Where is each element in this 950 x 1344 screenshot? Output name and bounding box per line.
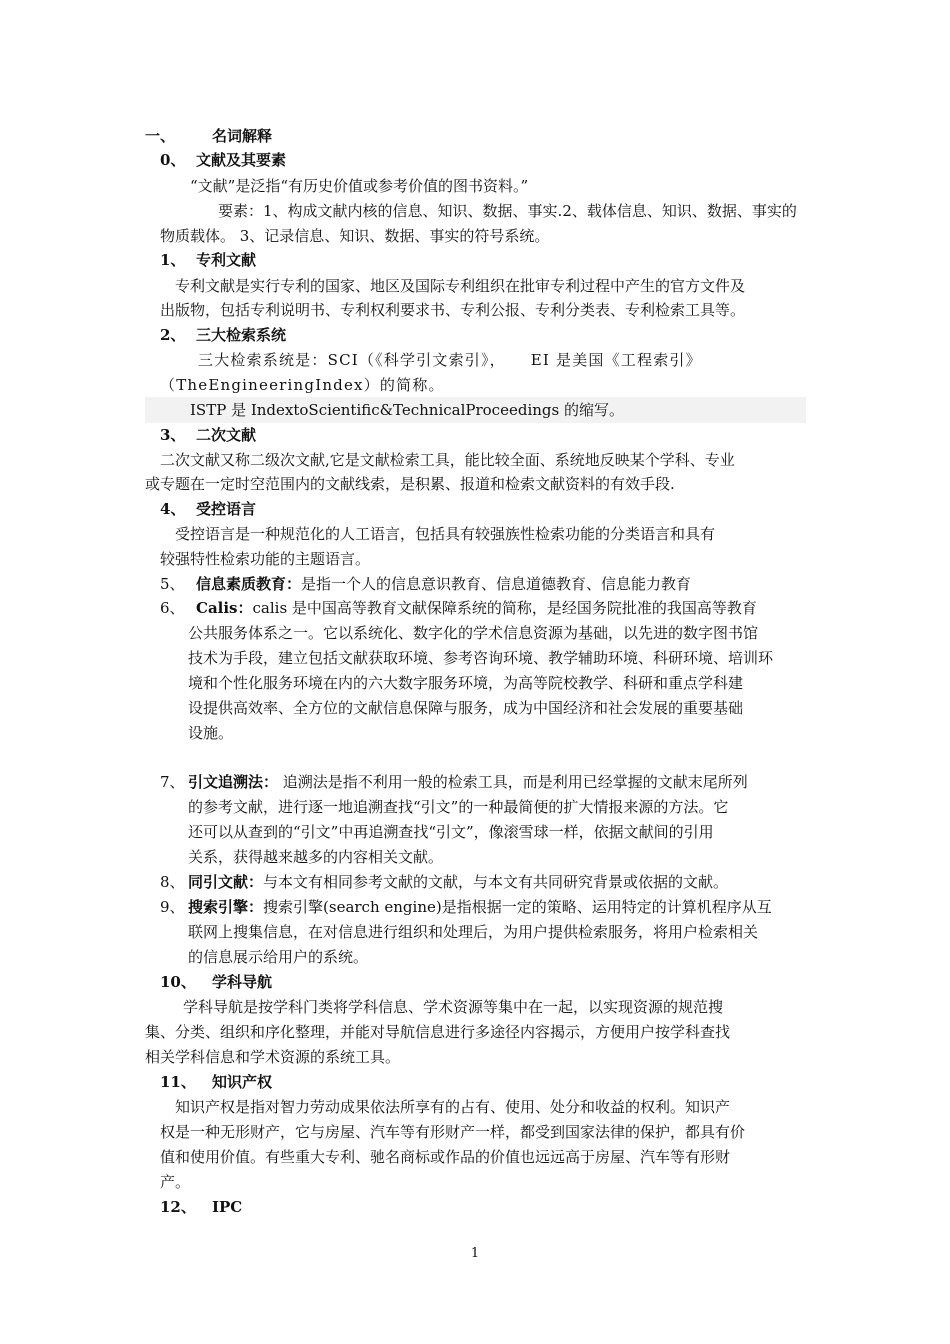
paragraph-line: 出版物，包括专利说明书、专利权利要求书、专利公报、专利分类表、专利检索工具等。	[160, 301, 746, 319]
item-heading	[160, 970, 273, 994]
item-number: 10、	[160, 973, 196, 991]
paragraph-line: 或专题在一定时空范围内的文献线索，是积累、报道和检索文献资料的有效手段.	[145, 475, 675, 493]
paragraph-line: 专利文献是实行专利的国家、地区及国际专利组织在批审专利过程中产生的官方文件及	[175, 277, 746, 295]
paragraph-line: 追溯法是指不利用一般的检索工具，而是利用已经掌握的文献末尾所列	[282, 773, 748, 791]
paragraph-line: 与本文有相同参考文献的文献，与本文有共同研究背景或依据的文献。	[263, 873, 729, 891]
item-title: 搜索引擎：	[188, 898, 264, 916]
paragraph-line: 物质载体。 3、记录信息、知识、数据、事实的符号系统。	[160, 227, 550, 245]
paragraph-line: 三大检索系统是：SCI（《科学引文索引》， EI 是美国《工程索引》	[198, 351, 702, 369]
item-heading	[160, 497, 257, 521]
item-title: 知识产权	[212, 1073, 273, 1091]
item-number: 8、	[160, 873, 185, 891]
paragraph-line: 境和个性化服务环境在内的六大数字服务环境，为高等院校教学、科研和重点学科建	[188, 674, 744, 692]
paragraph-line: 知识产权是指对智力劳动成果依法所享有的占有、使用、处分和收益的权利。知识产	[175, 1098, 731, 1116]
paragraph-line: 受控语言是一种规范化的人工语言，包括具有较强族性检索功能的分类语言和具有	[175, 525, 716, 543]
item-number: 11、	[160, 1073, 196, 1091]
item-number: 4、	[160, 500, 186, 518]
item-number: 5、	[160, 575, 185, 593]
item-title: 信息素质教育：	[196, 575, 302, 593]
item-heading	[160, 596, 757, 620]
paragraph-line: “文献”是泛指“有历史价值或参考价值的图书资料。”	[190, 177, 529, 195]
item-number: 7、	[160, 773, 185, 791]
paragraph-line: 搜索引擎(search engine)是指根据一定的策略、运用特定的计算机程序从互	[263, 898, 772, 916]
paragraph-line: 联网上搜集信息，在对信息进行组织和处理后，为用户提供检索服务，将用户检索相关	[188, 923, 759, 941]
item-title: 专利文献	[196, 251, 257, 269]
section-title: 名词解释	[212, 127, 273, 145]
item-heading	[160, 1070, 273, 1094]
item-title: 三大检索系统	[196, 326, 287, 344]
item-title: 同引文献：	[188, 873, 264, 891]
paragraph-line: 的信息展示给用户的系统。	[188, 948, 369, 966]
item-title: 受控语言	[196, 500, 257, 518]
paragraph-line: 还可以从查到的“引文”中再追溯查找“引文”，像滚雪球一样，依据文献间的引用	[188, 823, 714, 841]
paragraph-line: （TheEngineeringIndex）的简称。	[160, 376, 445, 394]
item-number: 12、	[160, 1198, 196, 1216]
item-heading	[160, 148, 287, 172]
section-heading	[145, 124, 273, 148]
paragraph-line: 相关学科信息和学术资源的系统工具。	[145, 1048, 401, 1066]
item-heading	[160, 248, 257, 272]
paragraph-line: ISTP 是 IndextoScientific&TechnicalProceedings 的缩写。	[190, 401, 624, 419]
paragraph-line: 技术为手段，建立包括文献获取环境、参考咨询环境、教学辅助环境、科研环境、培训环	[188, 649, 774, 667]
paragraph-line: 二次文献又称二级次文献,它是文献检索工具，能比较全面、系统地反映某个学科、专业	[160, 451, 735, 469]
paragraph-line: 产。	[160, 1173, 191, 1191]
paragraph-line: 的参考文献，进行逐一地追溯查找“引文”的一种最简便的扩大情报来源的方法。它	[188, 798, 729, 816]
item-title: IPC	[212, 1198, 243, 1216]
paragraph-line: 要素：1、构成文献内核的信息、知识、数据、事实.2、载体信息、知识、数据、事实的	[218, 202, 797, 220]
item-title: Calis：	[196, 599, 253, 617]
item-heading	[160, 895, 772, 919]
page-number: 1	[470, 1246, 480, 1261]
paragraph-line: 是指一个人的信息意识教育、信息道德教育、信息能力教育	[301, 575, 692, 593]
item-heading	[160, 870, 729, 894]
paragraph-line: 公共服务体系之一。它以系统化、数字化的学术信息资源为基础，以先进的数字图书馆	[188, 624, 759, 642]
section-number: 一、	[145, 127, 176, 145]
paragraph-line: 较强特性检索功能的主题语言。	[160, 550, 371, 568]
item-number: 9、	[160, 898, 185, 916]
item-title: 文献及其要素	[196, 151, 287, 169]
item-heading	[160, 770, 748, 794]
paragraph-line: 值和使用价值。有些重大专利、驰名商标或作品的价值也远远高于房屋、汽车等有形财	[160, 1148, 731, 1166]
paragraph-line: 设提供高效率、全方位的文献信息保障与服务，成为中国经济和社会发展的重要基础	[188, 699, 744, 717]
paragraph-line: 权是一种无形财产，它与房屋、汽车等有形财产一样，都受到国家法律的保护，都具有价	[160, 1123, 746, 1141]
item-heading	[160, 572, 692, 596]
paragraph-line: 关系，获得越来越多的内容相关文献。	[188, 848, 444, 866]
item-heading	[160, 323, 287, 347]
paragraph-line: 学科导航是按学科门类将学科信息、学术资源等集中在一起，以实现资源的规范搜	[183, 998, 724, 1016]
paragraph-line: calis 是中国高等教育文献保障系统的简称，是经国务院批准的我国高等教育	[252, 599, 757, 617]
item-title: 学科导航	[212, 973, 273, 991]
paragraph-line: 集、分类、组织和序化整理，并能对导航信息进行多途径内容揭示，方便用户按学科查找	[145, 1023, 731, 1041]
item-number: 6、	[160, 599, 185, 617]
item-number: 0、	[160, 151, 186, 169]
item-number: 3、	[160, 426, 186, 444]
paragraph-line: 设施。	[188, 724, 234, 742]
item-title: 二次文献	[196, 426, 257, 444]
item-title: 引文追溯法：	[188, 773, 279, 791]
item-heading	[160, 423, 257, 447]
item-heading	[160, 1195, 243, 1219]
item-number: 1、	[160, 251, 186, 269]
item-number: 2、	[160, 326, 186, 344]
